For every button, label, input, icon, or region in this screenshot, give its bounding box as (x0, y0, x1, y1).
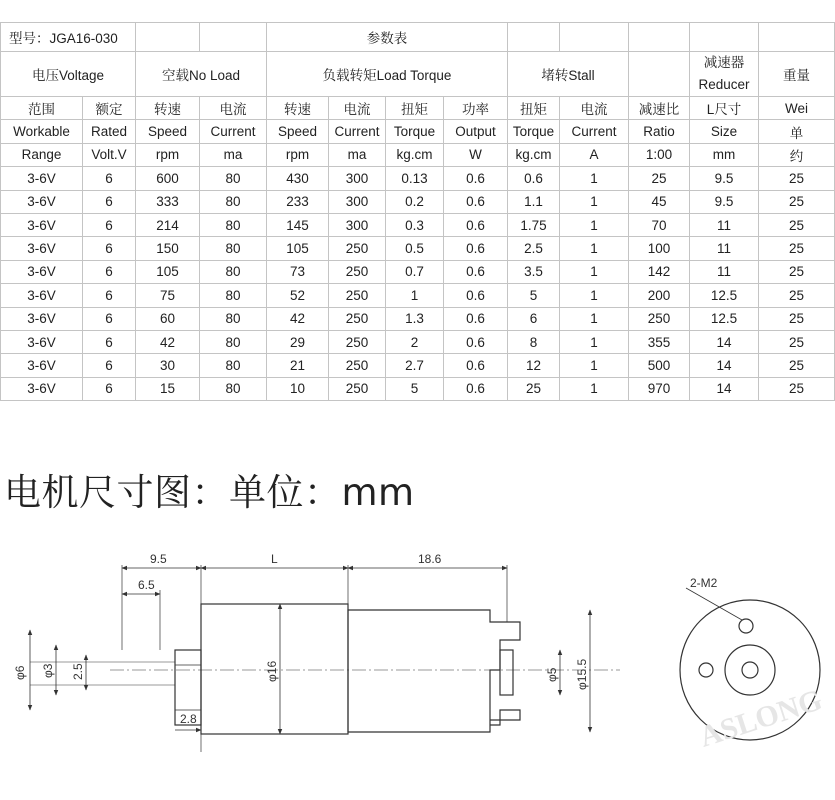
table-cell: 430 (267, 167, 329, 190)
table-cell: 1 (560, 330, 629, 353)
table-cell: 1 (560, 284, 629, 307)
table-cell: 3-6V (1, 260, 83, 283)
header-cn-cell: 扭矩 (386, 97, 444, 120)
table-cell: 14 (690, 377, 759, 400)
motor-boss (500, 650, 513, 695)
header-cn-cell: 额定 (83, 97, 136, 120)
table-cell: 1 (386, 284, 444, 307)
table-cell: 6 (83, 213, 136, 236)
header-cn-cell: 电流 (329, 97, 386, 120)
table-cell: 355 (629, 330, 690, 353)
table-cell: 6 (83, 190, 136, 213)
header-unit-cell: ma (200, 143, 267, 166)
table-cell: 80 (200, 167, 267, 190)
table-cell: 14 (690, 354, 759, 377)
dim-motor-length: 18.6 (418, 552, 442, 566)
table-cell: 80 (200, 237, 267, 260)
table-cell: 6 (83, 167, 136, 190)
header-unit-cell: kg.cm (508, 143, 560, 166)
table-cell: 9.5 (690, 167, 759, 190)
table-cell: 0.6 (444, 284, 508, 307)
table-cell: 142 (629, 260, 690, 283)
header-en-cell: Current (560, 120, 629, 143)
dimension-drawing (0, 530, 827, 800)
table-cell: 73 (267, 260, 329, 283)
table-cell: 12 (508, 354, 560, 377)
dim-flat-dia: φ3 (41, 663, 55, 678)
table-cell: 29 (267, 330, 329, 353)
table-cell: 45 (629, 190, 690, 213)
table-cell: 0.6 (444, 330, 508, 353)
table-cell: 25 (759, 260, 835, 283)
table-cell: 0.3 (386, 213, 444, 236)
table-cell: 80 (200, 190, 267, 213)
table-cell: 80 (200, 260, 267, 283)
table-cell: 3-6V (1, 377, 83, 400)
table-cell: 1 (560, 167, 629, 190)
table-cell: 970 (629, 377, 690, 400)
group-weight: 重量 (759, 52, 835, 97)
header-cn-cell: 扭矩 (508, 97, 560, 120)
table-cell: 1 (560, 213, 629, 236)
table-cell: 25 (759, 190, 835, 213)
header-en-cell: Rated (83, 120, 136, 143)
watermark-logo: ASLONG (695, 683, 827, 754)
group-reducer: 减速器Reducer (690, 52, 759, 97)
header-cn-cell: 电流 (200, 97, 267, 120)
header-en-cell: Torque (508, 120, 560, 143)
table-cell: 0.6 (444, 377, 508, 400)
table-cell: 0.7 (386, 260, 444, 283)
table-cell: 150 (136, 237, 200, 260)
group-stall: 堵转Stall (508, 52, 629, 97)
table-cell: 0.6 (444, 354, 508, 377)
dim-flat-width: 2.5 (71, 663, 85, 680)
table-cell: 1 (560, 190, 629, 213)
table-row (1, 284, 835, 307)
table-cell: 300 (329, 190, 386, 213)
table-cell: 25 (759, 213, 835, 236)
table-cell: 0.6 (444, 307, 508, 330)
header-en-cell: Speed (136, 120, 200, 143)
table-cell: 500 (629, 354, 690, 377)
group-header-row (1, 52, 835, 97)
table-cell: 1 (560, 354, 629, 377)
table-cell: 250 (329, 377, 386, 400)
table-cell: 25 (759, 284, 835, 307)
table-cell: 250 (329, 284, 386, 307)
table-cell: 25 (508, 377, 560, 400)
dim-gearbox-dia: φ16 (265, 660, 279, 682)
table-cell: 250 (329, 260, 386, 283)
table-cell: 2.7 (386, 354, 444, 377)
table-cell: 1 (560, 377, 629, 400)
dim-boss-dia: φ5 (545, 667, 559, 682)
table-title: 参数表 (267, 23, 508, 52)
motor-can (348, 610, 520, 732)
table-cell: 10 (267, 377, 329, 400)
table-cell: 25 (759, 330, 835, 353)
table-cell: 200 (629, 284, 690, 307)
header-unit-cell: ma (329, 143, 386, 166)
dim-motor-dia: φ15.5 (575, 658, 589, 690)
table-cell: 0.6 (444, 260, 508, 283)
header-en-cell: Speed (267, 120, 329, 143)
table-cell: 30 (136, 354, 200, 377)
table-cell: 3-6V (1, 354, 83, 377)
table-cell: 80 (200, 307, 267, 330)
group-no-load: 空载No Load (136, 52, 267, 97)
header-unit-cell: 1:00 (629, 143, 690, 166)
table-cell: 5 (386, 377, 444, 400)
table-cell: 11 (690, 237, 759, 260)
table-cell: 3-6V (1, 330, 83, 353)
table-cell: 105 (267, 237, 329, 260)
table-cell: 1 (560, 260, 629, 283)
table-cell: 1.3 (386, 307, 444, 330)
header-cn-cell: L尺寸 (690, 97, 759, 120)
header-en-row (1, 120, 835, 143)
table-cell: 6 (83, 307, 136, 330)
table-cell: 80 (200, 377, 267, 400)
header-units-row (1, 143, 835, 166)
table-row (1, 190, 835, 213)
table-cell: 333 (136, 190, 200, 213)
table-cell: 214 (136, 213, 200, 236)
table-cell: 250 (329, 237, 386, 260)
header-cn-row (1, 97, 835, 120)
table-cell: 80 (200, 213, 267, 236)
dim-shaft-length: 9.5 (150, 552, 167, 566)
table-cell: 3.5 (508, 260, 560, 283)
table-cell: 0.2 (386, 190, 444, 213)
header-unit-cell: mm (690, 143, 759, 166)
table-cell: 3-6V (1, 307, 83, 330)
table-cell: 100 (629, 237, 690, 260)
table-cell: 6 (83, 354, 136, 377)
header-unit-cell: Range (1, 143, 83, 166)
table-cell: 25 (759, 377, 835, 400)
table-cell: 6 (83, 377, 136, 400)
table-cell: 80 (200, 284, 267, 307)
table-cell: 21 (267, 354, 329, 377)
table-row (1, 167, 835, 190)
dim-shaft-dia: φ6 (13, 665, 27, 680)
table-cell: 8 (508, 330, 560, 353)
header-cn-cell: 电流 (560, 97, 629, 120)
header-cn-cell: 减速比 (629, 97, 690, 120)
table-cell: 25 (629, 167, 690, 190)
table-cell: 15 (136, 377, 200, 400)
header-en-cell: Ratio (629, 120, 690, 143)
header-en-cell: Output (444, 120, 508, 143)
table-cell: 5 (508, 284, 560, 307)
table-cell: 105 (136, 260, 200, 283)
table-cell: 145 (267, 213, 329, 236)
header-en-cell: Torque (386, 120, 444, 143)
table-cell: 0.6 (444, 213, 508, 236)
dim-gearbox-length: L (271, 552, 278, 566)
header-unit-cell: Volt.V (83, 143, 136, 166)
header-unit-cell: kg.cm (386, 143, 444, 166)
table-row (1, 213, 835, 236)
table-cell: 3-6V (1, 284, 83, 307)
dim-flat-length: 6.5 (138, 578, 155, 592)
table-cell: 0.6 (444, 167, 508, 190)
table-cell: 25 (759, 167, 835, 190)
table-row (1, 354, 835, 377)
table-cell: 1.75 (508, 213, 560, 236)
dim-thread: 2-M2 (690, 576, 718, 590)
group-voltage: 电压Voltage (1, 52, 136, 97)
table-cell: 14 (690, 330, 759, 353)
header-cn-cell: 功率 (444, 97, 508, 120)
table-cell: 60 (136, 307, 200, 330)
table-row (1, 260, 835, 283)
header-unit-cell: 约 (759, 143, 835, 166)
header-cn-cell: 转速 (136, 97, 200, 120)
table-cell: 0.6 (444, 237, 508, 260)
table-title-row (1, 23, 835, 52)
table-cell: 250 (329, 354, 386, 377)
table-cell: 3-6V (1, 213, 83, 236)
table-cell: 11 (690, 213, 759, 236)
table-cell: 12.5 (690, 284, 759, 307)
table-cell: 1.1 (508, 190, 560, 213)
table-cell: 42 (136, 330, 200, 353)
table-cell: 233 (267, 190, 329, 213)
table-cell: 3-6V (1, 167, 83, 190)
header-cn-cell: Wei (759, 97, 835, 120)
table-cell: 75 (136, 284, 200, 307)
group-load-torque: 负载转矩Load Torque (267, 52, 508, 97)
table-cell: 80 (200, 330, 267, 353)
table-cell: 25 (759, 237, 835, 260)
table-cell: 3-6V (1, 190, 83, 213)
table-cell: 25 (759, 354, 835, 377)
table-cell: 9.5 (690, 190, 759, 213)
header-cn-cell: 范围 (1, 97, 83, 120)
table-body (1, 167, 835, 401)
table-cell: 1 (560, 237, 629, 260)
table-cell: 70 (629, 213, 690, 236)
table-row (1, 307, 835, 330)
table-cell: 52 (267, 284, 329, 307)
table-cell: 0.5 (386, 237, 444, 260)
header-unit-cell: W (444, 143, 508, 166)
table-cell: 11 (690, 260, 759, 283)
header-unit-cell: A (560, 143, 629, 166)
table-cell: 300 (329, 167, 386, 190)
header-en-cell: 单 (759, 120, 835, 143)
table-cell: 250 (629, 307, 690, 330)
table-cell: 250 (329, 307, 386, 330)
header-cn-cell: 转速 (267, 97, 329, 120)
table-cell: 25 (759, 307, 835, 330)
table-row (1, 377, 835, 400)
table-cell: 3-6V (1, 237, 83, 260)
table-cell: 250 (329, 330, 386, 353)
table-cell: 6 (508, 307, 560, 330)
table-cell: 12.5 (690, 307, 759, 330)
table-row (1, 237, 835, 260)
header-unit-cell: rpm (267, 143, 329, 166)
table-cell: 0.6 (508, 167, 560, 190)
table-cell: 6 (83, 330, 136, 353)
table-cell: 1 (560, 307, 629, 330)
header-en-cell: Workable (1, 120, 83, 143)
table-cell: 42 (267, 307, 329, 330)
dim-mount-offset: 2.8 (180, 712, 197, 726)
header-en-cell: Current (329, 120, 386, 143)
table-cell: 300 (329, 213, 386, 236)
header-unit-cell: rpm (136, 143, 200, 166)
table-cell: 600 (136, 167, 200, 190)
header-en-cell: Size (690, 120, 759, 143)
spec-table (0, 22, 835, 401)
table-cell: 0.13 (386, 167, 444, 190)
table-cell: 2 (386, 330, 444, 353)
header-en-cell: Current (200, 120, 267, 143)
table-cell: 2.5 (508, 237, 560, 260)
table-cell: 6 (83, 284, 136, 307)
table-cell: 80 (200, 354, 267, 377)
table-row (1, 330, 835, 353)
table-cell: 6 (83, 237, 136, 260)
table-cell: 6 (83, 260, 136, 283)
table-cell: 0.6 (444, 190, 508, 213)
model-label: 型号：JGA16-030 (1, 23, 136, 52)
drawing-title: 电机尺寸图：单位：mm (4, 471, 415, 514)
